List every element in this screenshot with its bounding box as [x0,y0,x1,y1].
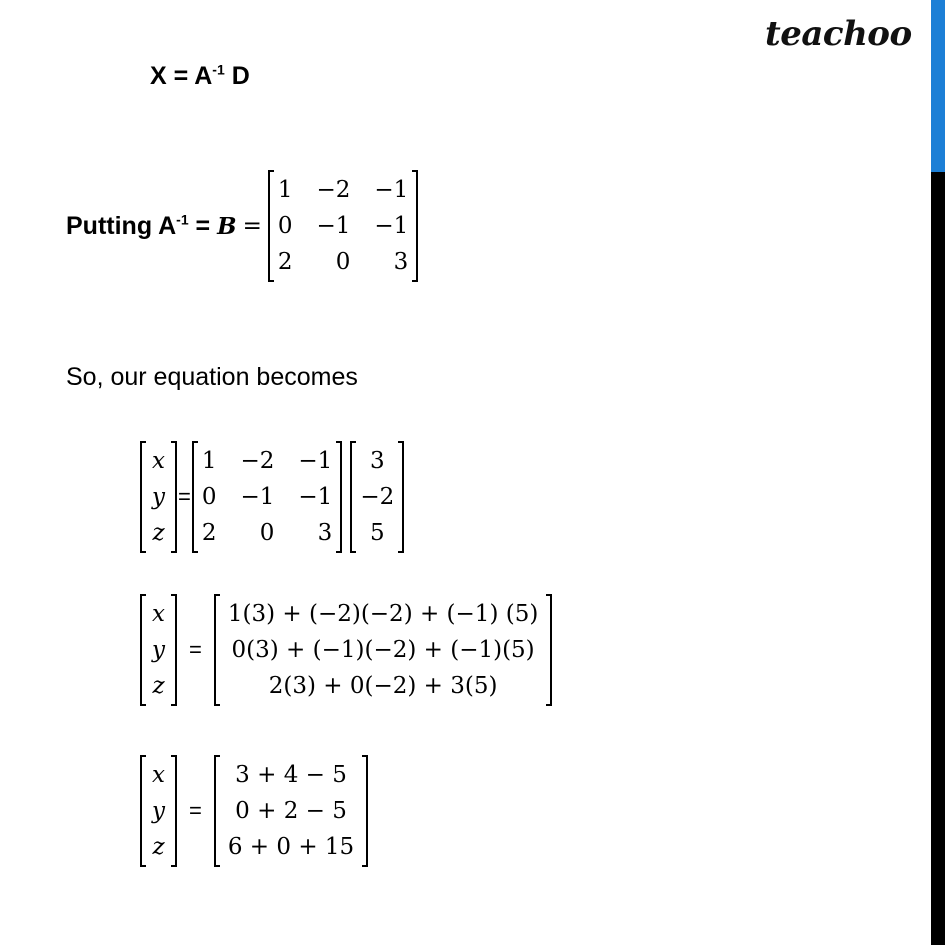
equation-x-equals [150,62,250,91]
cell: −1 [374,213,409,239]
cell: 5 [369,520,385,546]
equals-sign: = [178,484,191,509]
row-expr: 6 + 0 + 15 [227,834,355,860]
cell: 0 [259,520,275,546]
matrix-b-symbol: B [217,212,237,240]
cell: −1 [374,177,409,203]
cell: 1 [277,177,293,203]
step1-equation [140,441,404,553]
cell: 2 [277,249,293,275]
step2-equation [140,594,552,706]
vector-xyz [140,755,177,867]
cell: −1 [298,448,333,474]
cell: 2 [201,520,217,546]
simplified-vector [214,755,368,867]
cell: 1 [201,448,217,474]
cell: −2 [316,177,351,203]
step3-equation [140,755,368,867]
vector-xyz [140,441,177,553]
row-expr: 2(3) + 0(−2) + 3(5) [268,673,498,699]
var-z: z [152,834,165,860]
equals-sign: = [189,637,202,662]
var-y: y [152,637,165,663]
cell: 0 [277,213,293,239]
product-expansion [214,594,552,706]
cell: 3 [393,249,409,275]
row-expr: 3 + 4 − 5 [235,762,347,788]
cell: 0 [201,484,217,510]
x-eq-lhs: X = A [150,62,213,90]
var-y: y [152,798,165,824]
var-x: x [152,762,165,788]
cell: −1 [316,213,351,239]
var-z: z [152,520,165,546]
teachoo-logo: teachoo [765,14,912,54]
putting-exp: -1 [176,211,189,228]
cell: 3 [317,520,333,546]
row-expr: 1(3) + (−2)(−2) + (−1) (5) [227,601,539,627]
row-expr: 0 + 2 − 5 [235,798,347,824]
sidebar-accent [931,0,945,172]
x-eq-rhs: D [224,62,250,90]
putting-prefix: Putting A [66,211,177,240]
cell: −2 [240,448,275,474]
right-sidebar [931,0,945,945]
putting-text [66,212,217,241]
cell: 0 [335,249,351,275]
inverse-exp: -1 [212,61,225,78]
var-z: z [152,673,165,699]
cell: −1 [298,484,333,510]
vector-xyz [140,594,177,706]
row-expr: 0(3) + (−1)(−2) + (−1)(5) [231,637,535,663]
matrix-b [268,170,418,282]
var-y: y [152,484,165,510]
vector-d [350,441,404,553]
var-x: x [152,601,165,627]
putting-line [66,170,418,282]
cell: −1 [240,484,275,510]
equals-sign: = [189,798,202,823]
statement-text: So, our equation becomes [66,363,358,391]
var-x: x [152,448,165,474]
matrix-b-repeat [192,441,342,553]
cell: 3 [369,448,385,474]
equals-sign: = [242,213,262,239]
cell: −2 [360,484,395,510]
putting-eq: = [188,211,218,240]
